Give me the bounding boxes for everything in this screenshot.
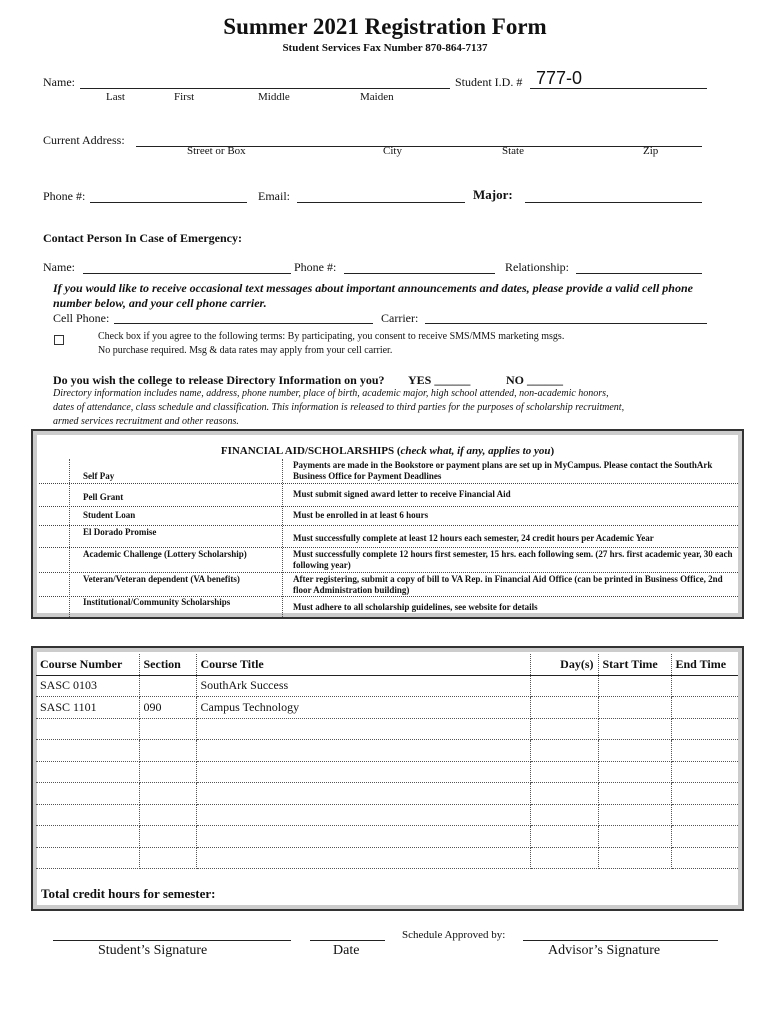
address-label: Current Address:: [43, 133, 125, 147]
date-label: Date: [333, 943, 360, 958]
emergency-heading: Contact Person In Case of Emergency:: [43, 231, 242, 245]
cell-start-time[interactable]: [598, 826, 671, 848]
date-line[interactable]: [310, 940, 385, 941]
phone-field[interactable]: [90, 202, 247, 203]
cell-phone-field[interactable]: [114, 323, 373, 324]
student-id-value: 777-0: [536, 68, 583, 88]
aid-row-institutional[interactable]: Institutional/Community Scholarships Must adhere to all scholarship guidelines, see website for details: [83, 597, 538, 612]
state-caption: State: [502, 145, 524, 157]
fax-number: Student Services Fax Number 870-864-7137: [282, 42, 488, 54]
cell-course-title[interactable]: [196, 826, 530, 848]
student-id-label: Student I.D. #: [455, 75, 523, 89]
aid-row-self-pay[interactable]: Self Pay Payments are made in the Bookstore or payment plans are set up in MyCampus. Please contact the SouthArk Business Office for Payment Deadlines: [39, 459, 738, 484]
name-middle-caption: Middle: [258, 91, 290, 103]
cell-course-title[interactable]: [196, 718, 530, 740]
course-table-header: [36, 654, 738, 675]
cell-end-time[interactable]: [671, 783, 738, 805]
cell-course-title[interactable]: [196, 847, 530, 869]
aid-row-academic-challenge[interactable]: Academic Challenge (Lottery Scholarship) Must successfully complete 12 hours first semester, 15 hrs. each following sem. (27 hrs. first academic year, 30 each following year): [39, 547, 738, 573]
course-table: [36, 654, 738, 869]
cell-days[interactable]: [530, 826, 598, 848]
cell-days[interactable]: [530, 697, 598, 719]
directory-note-3: armed services recruitment and other reasons.: [53, 416, 239, 427]
sms-consent-checkbox[interactable]: [54, 332, 64, 350]
cell-start-time[interactable]: [598, 697, 671, 719]
cell-start-time[interactable]: [598, 847, 671, 869]
cell-start-time[interactable]: [598, 718, 671, 740]
carrier-field[interactable]: [425, 323, 707, 324]
cell-days[interactable]: [530, 804, 598, 826]
cell-course-title[interactable]: [196, 783, 530, 805]
course-row: [36, 675, 738, 697]
aid-row-el-dorado-promise[interactable]: El Dorado Promise Must successfully complete at least 12 hours each semester, 24 credit hours per Academic Year: [39, 525, 738, 548]
cell-course-title[interactable]: [196, 804, 530, 826]
cell-course-number[interactable]: SASC 0103: [36, 675, 139, 697]
name-maiden-caption: Maiden: [360, 91, 394, 103]
header-course-number: Course Number: [36, 654, 139, 675]
cell-course-number[interactable]: [36, 761, 139, 783]
name-last-caption: Last: [106, 91, 125, 103]
course-row: [36, 718, 738, 740]
cell-section[interactable]: [139, 847, 196, 869]
form-title: Summer 2021 Registration Form: [223, 14, 547, 39]
text-msg-intro-2: number below, and your cell phone carrier.: [53, 296, 267, 310]
cell-end-time[interactable]: [671, 826, 738, 848]
total-credit-hours-label: Total credit hours for semester:: [41, 886, 216, 901]
emergency-name-label: Name:: [43, 260, 75, 274]
course-row: [36, 826, 738, 848]
name-first-caption: First: [174, 91, 195, 103]
cell-end-time[interactable]: [671, 740, 738, 762]
cell-days[interactable]: [530, 740, 598, 762]
cell-section[interactable]: [139, 783, 196, 805]
advisor-signature-label: Advisor’s Signature: [548, 943, 661, 958]
cell-course-number[interactable]: [36, 804, 139, 826]
emergency-phone-label: Phone #:: [294, 260, 337, 274]
relationship-label: Relationship:: [505, 260, 569, 274]
directory-yes-option[interactable]: YES ______: [408, 373, 471, 387]
cell-course-title[interactable]: [196, 761, 530, 783]
advisor-signature-line[interactable]: [523, 940, 718, 941]
cell-section[interactable]: [139, 740, 196, 762]
student-signature-label: Student’s Signature: [98, 943, 208, 958]
zip-caption: Zip: [643, 145, 659, 157]
cell-days[interactable]: [530, 847, 598, 869]
name-field[interactable]: [80, 88, 450, 89]
directory-note-2: dates of attendance, class schedule and classification. This information is released to third parties for the purposes of scholarship recruitment,: [53, 402, 625, 413]
major-label: Major:: [473, 187, 513, 202]
relationship-field[interactable]: [576, 273, 702, 274]
cell-days[interactable]: [530, 718, 598, 740]
name-label: Name:: [43, 75, 75, 89]
schedule-approved-label: Schedule Approved by:: [402, 929, 506, 941]
cell-section[interactable]: [139, 761, 196, 783]
carrier-label: Carrier:: [381, 311, 419, 325]
cell-end-time[interactable]: [671, 804, 738, 826]
text-msg-intro: If you would like to receive occasional text messages about important announcements and dates, please provide a valid cell phone: [53, 281, 693, 295]
financial-aid-section: [31, 429, 744, 619]
course-row: [36, 847, 738, 869]
cell-course-title[interactable]: [196, 740, 530, 762]
cell-end-time[interactable]: [671, 697, 738, 719]
cell-course-number[interactable]: [36, 783, 139, 805]
phone-label: Phone #:: [43, 189, 86, 203]
cell-section[interactable]: [139, 826, 196, 848]
emergency-phone-field[interactable]: [344, 273, 495, 274]
aid-row-student-loan[interactable]: Student Loan Must be enrolled in at least 6 hours: [39, 506, 738, 526]
cell-start-time[interactable]: [598, 675, 671, 697]
sms-terms-line-2: No purchase required. Msg & data rates may apply from your cell carrier.: [98, 345, 393, 356]
student-signature-line[interactable]: [53, 940, 291, 941]
emergency-name-field[interactable]: [83, 273, 291, 274]
email-field[interactable]: [297, 202, 465, 203]
directory-note-1: Directory information includes name, address, phone number, place of birth, academic major, high school attended, non-academic honors,: [53, 388, 609, 399]
cell-end-time[interactable]: [671, 761, 738, 783]
course-row: [36, 804, 738, 826]
cell-start-time[interactable]: [598, 761, 671, 783]
cell-days[interactable]: [530, 675, 598, 697]
financial-aid-title: FINANCIAL AID/SCHOLARSHIPS (check what, if any, applies to you): [220, 445, 555, 457]
header-end-time: End Time: [671, 654, 738, 675]
cell-section[interactable]: [139, 718, 196, 740]
cell-days[interactable]: [530, 761, 598, 783]
directory-question: Do you wish the college to release Directory Information on you?: [53, 373, 385, 387]
cell-start-time[interactable]: [598, 740, 671, 762]
course-row: [36, 697, 738, 719]
course-row: [36, 761, 738, 783]
cell-end-time[interactable]: [671, 675, 738, 697]
cell-course-number[interactable]: [36, 740, 139, 762]
cell-course-number[interactable]: [36, 847, 139, 869]
course-row: [36, 783, 738, 805]
cell-start-time[interactable]: [598, 804, 671, 826]
cell-course-number[interactable]: [36, 826, 139, 848]
cell-course-title[interactable]: Campus Technology: [196, 697, 530, 719]
street-caption: Street or Box: [187, 145, 246, 157]
major-field[interactable]: [525, 202, 702, 203]
cell-start-time[interactable]: [598, 783, 671, 805]
header-section: Section: [139, 654, 196, 675]
header-start-time: Start Time: [598, 654, 671, 675]
aid-row-pell-grant[interactable]: Pell Grant Must submit signed award letter to receive Financial Aid: [39, 483, 738, 507]
course-row: [36, 740, 738, 762]
city-caption: City: [383, 145, 402, 157]
cell-course-title[interactable]: SouthArk Success: [196, 675, 530, 697]
cell-section[interactable]: [139, 804, 196, 826]
cell-end-time[interactable]: [671, 718, 738, 740]
cell-days[interactable]: [530, 783, 598, 805]
directory-no-option[interactable]: NO ______: [506, 373, 563, 387]
cell-course-number[interactable]: SASC 1101: [36, 697, 139, 719]
header-course-title: Course Title: [196, 654, 530, 675]
email-label: Email:: [258, 189, 290, 203]
header-days: Day(s): [530, 654, 598, 675]
cell-section[interactable]: [139, 675, 196, 697]
cell-phone-label: Cell Phone:: [53, 311, 110, 325]
sms-terms-line-1: Check box if you agree to the following terms: By participating, you consent to receive SMS/MMS marketing msgs.: [98, 331, 565, 342]
cell-course-number[interactable]: [36, 718, 139, 740]
cell-end-time[interactable]: [671, 847, 738, 869]
aid-row-veteran[interactable]: Veteran/Veteran dependent (VA benefits) After registering, submit a copy of bill to VA Rep. in Financial Aid Office (can be printed in Business Office, 2nd floor Administration building): [39, 572, 738, 597]
cell-section[interactable]: 090: [139, 697, 196, 719]
